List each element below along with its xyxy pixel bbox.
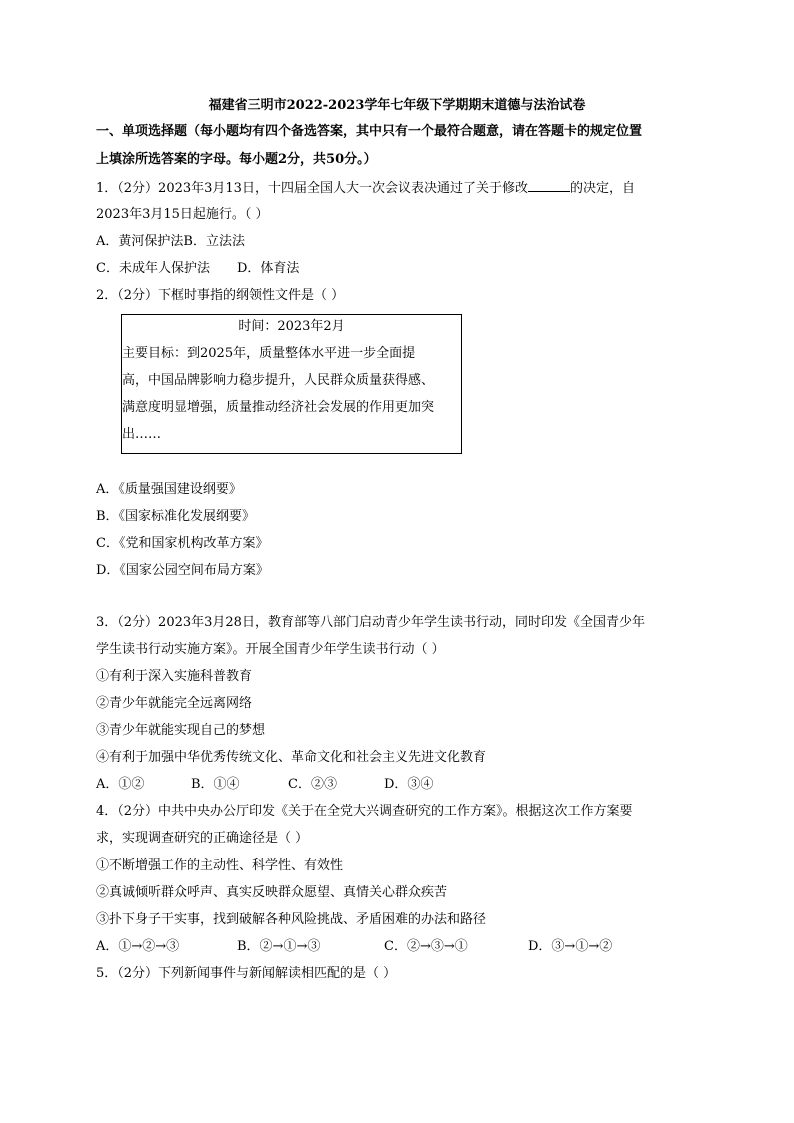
- q1-option-d: D．体育法: [237, 261, 300, 276]
- q1-stem-line1: [96, 179, 635, 198]
- q2-option-b: B．《国家标准化发展纲要》: [96, 509, 256, 524]
- q4-option-a: A．①→②→③: [96, 939, 180, 954]
- q4-stem-line1: 4．（2分）中共中央办公厅印发《关于在全党大兴调查研究的工作方案》。根据这次工作方案要: [96, 804, 633, 819]
- q4-statement-2: ②真诚倾听群众呼声、真实反映群众愿望、真情关心群众疾苦: [96, 885, 448, 900]
- q2-box-line4: 出……: [122, 427, 162, 442]
- q2-box-line1: 主要目标：到2025年，质量整体水平进一步全面提: [122, 346, 416, 361]
- q1-stem-part1: 1．（2分）2023年3月13日，十四届全国人大一次会议表决通过了关于修改: [96, 181, 528, 196]
- q2-stem: 2．（2分）下框时事指的纲领性文件是（ ）: [96, 288, 345, 303]
- q5-stem: 5．（2分）下列新闻事件与新闻解读相匹配的是（ ）: [96, 966, 397, 981]
- q4-option-b: B．②→①→③: [237, 939, 321, 954]
- q3-stem-line2: 学生读书行动实施方案》。开展全国青少年学生读书行动（ ）: [96, 642, 445, 657]
- q3-option-c: C．②③: [288, 777, 337, 792]
- q3-statement-2: ②青少年就能完全远离网络: [96, 696, 253, 711]
- q1-options-row1: [96, 233, 245, 251]
- q1-stem-part2: 的决定，自: [569, 181, 635, 196]
- q3-statement-1: ①有利于深入实施科普教育: [96, 669, 253, 684]
- q2-box-line3: 满意度明显增强，质量推动经济社会发展的作用更加突: [122, 400, 435, 415]
- section-heading-line2: 上填涂所选答案的字母。每小题2分，共50分。）: [96, 152, 377, 167]
- q4-statement-1: ①不断增强工作的主动性、科学性、有效性: [96, 858, 344, 873]
- page-title: 福建省三明市2022-2023学年七年级下学期期末道德与法治试卷: [208, 98, 586, 113]
- section-heading-line1: 一、单项选择题（每小题均有四个备选答案，其中只有一个最符合题意，请在答题卡的规定位置: [96, 124, 643, 139]
- q2-box-header: 时间：2023年2月: [238, 319, 345, 334]
- q2-option-d: D．《国家公园空间布局方案》: [96, 563, 269, 578]
- q3-statement-3: ③青少年就能实现自己的梦想: [96, 723, 266, 738]
- q1-stem-line2: 2023年3月15日起施行。（ ）: [96, 207, 269, 222]
- q1-option-b: B．立法法: [183, 234, 245, 249]
- q2-option-c: C．《党和国家机构改革方案》: [96, 536, 269, 551]
- q4-option-c: C．②→③→①: [384, 939, 468, 954]
- q4-statement-3: ③扑下身子干实事，找到破解各种风险挑战、矛盾困难的办法和路径: [96, 912, 487, 927]
- q4-option-d: D．③→①→②: [528, 939, 613, 954]
- q3-option-b: B．①④: [191, 777, 240, 792]
- q1-answer-blank: [528, 179, 570, 192]
- q3-statement-4: ④有利于加强中华优秀传统文化、革命文化和社会主义先进文化教育: [96, 750, 487, 765]
- q2-option-a: A．《质量强国建设纲要》: [96, 482, 242, 497]
- q3-stem-line1: 3．（2分）2023年3月28日，教育部等八部门启动青少年学生读书行动，同时印发《全国青少年: [96, 615, 645, 630]
- q2-news-box: [121, 314, 462, 454]
- q3-option-a: A．①②: [96, 777, 145, 792]
- q3-option-d: D．③④: [384, 777, 434, 792]
- q4-stem-line2: 求，实现调查研究的正确途径是（ ）: [96, 831, 309, 846]
- q2-box-line2: 高，中国品牌影响力稳步提升，人民群众质量获得感、: [122, 373, 435, 388]
- q1-option-a: A．黄河保护法: [96, 234, 184, 249]
- q1-option-c: C．未成年人保护法: [96, 261, 210, 276]
